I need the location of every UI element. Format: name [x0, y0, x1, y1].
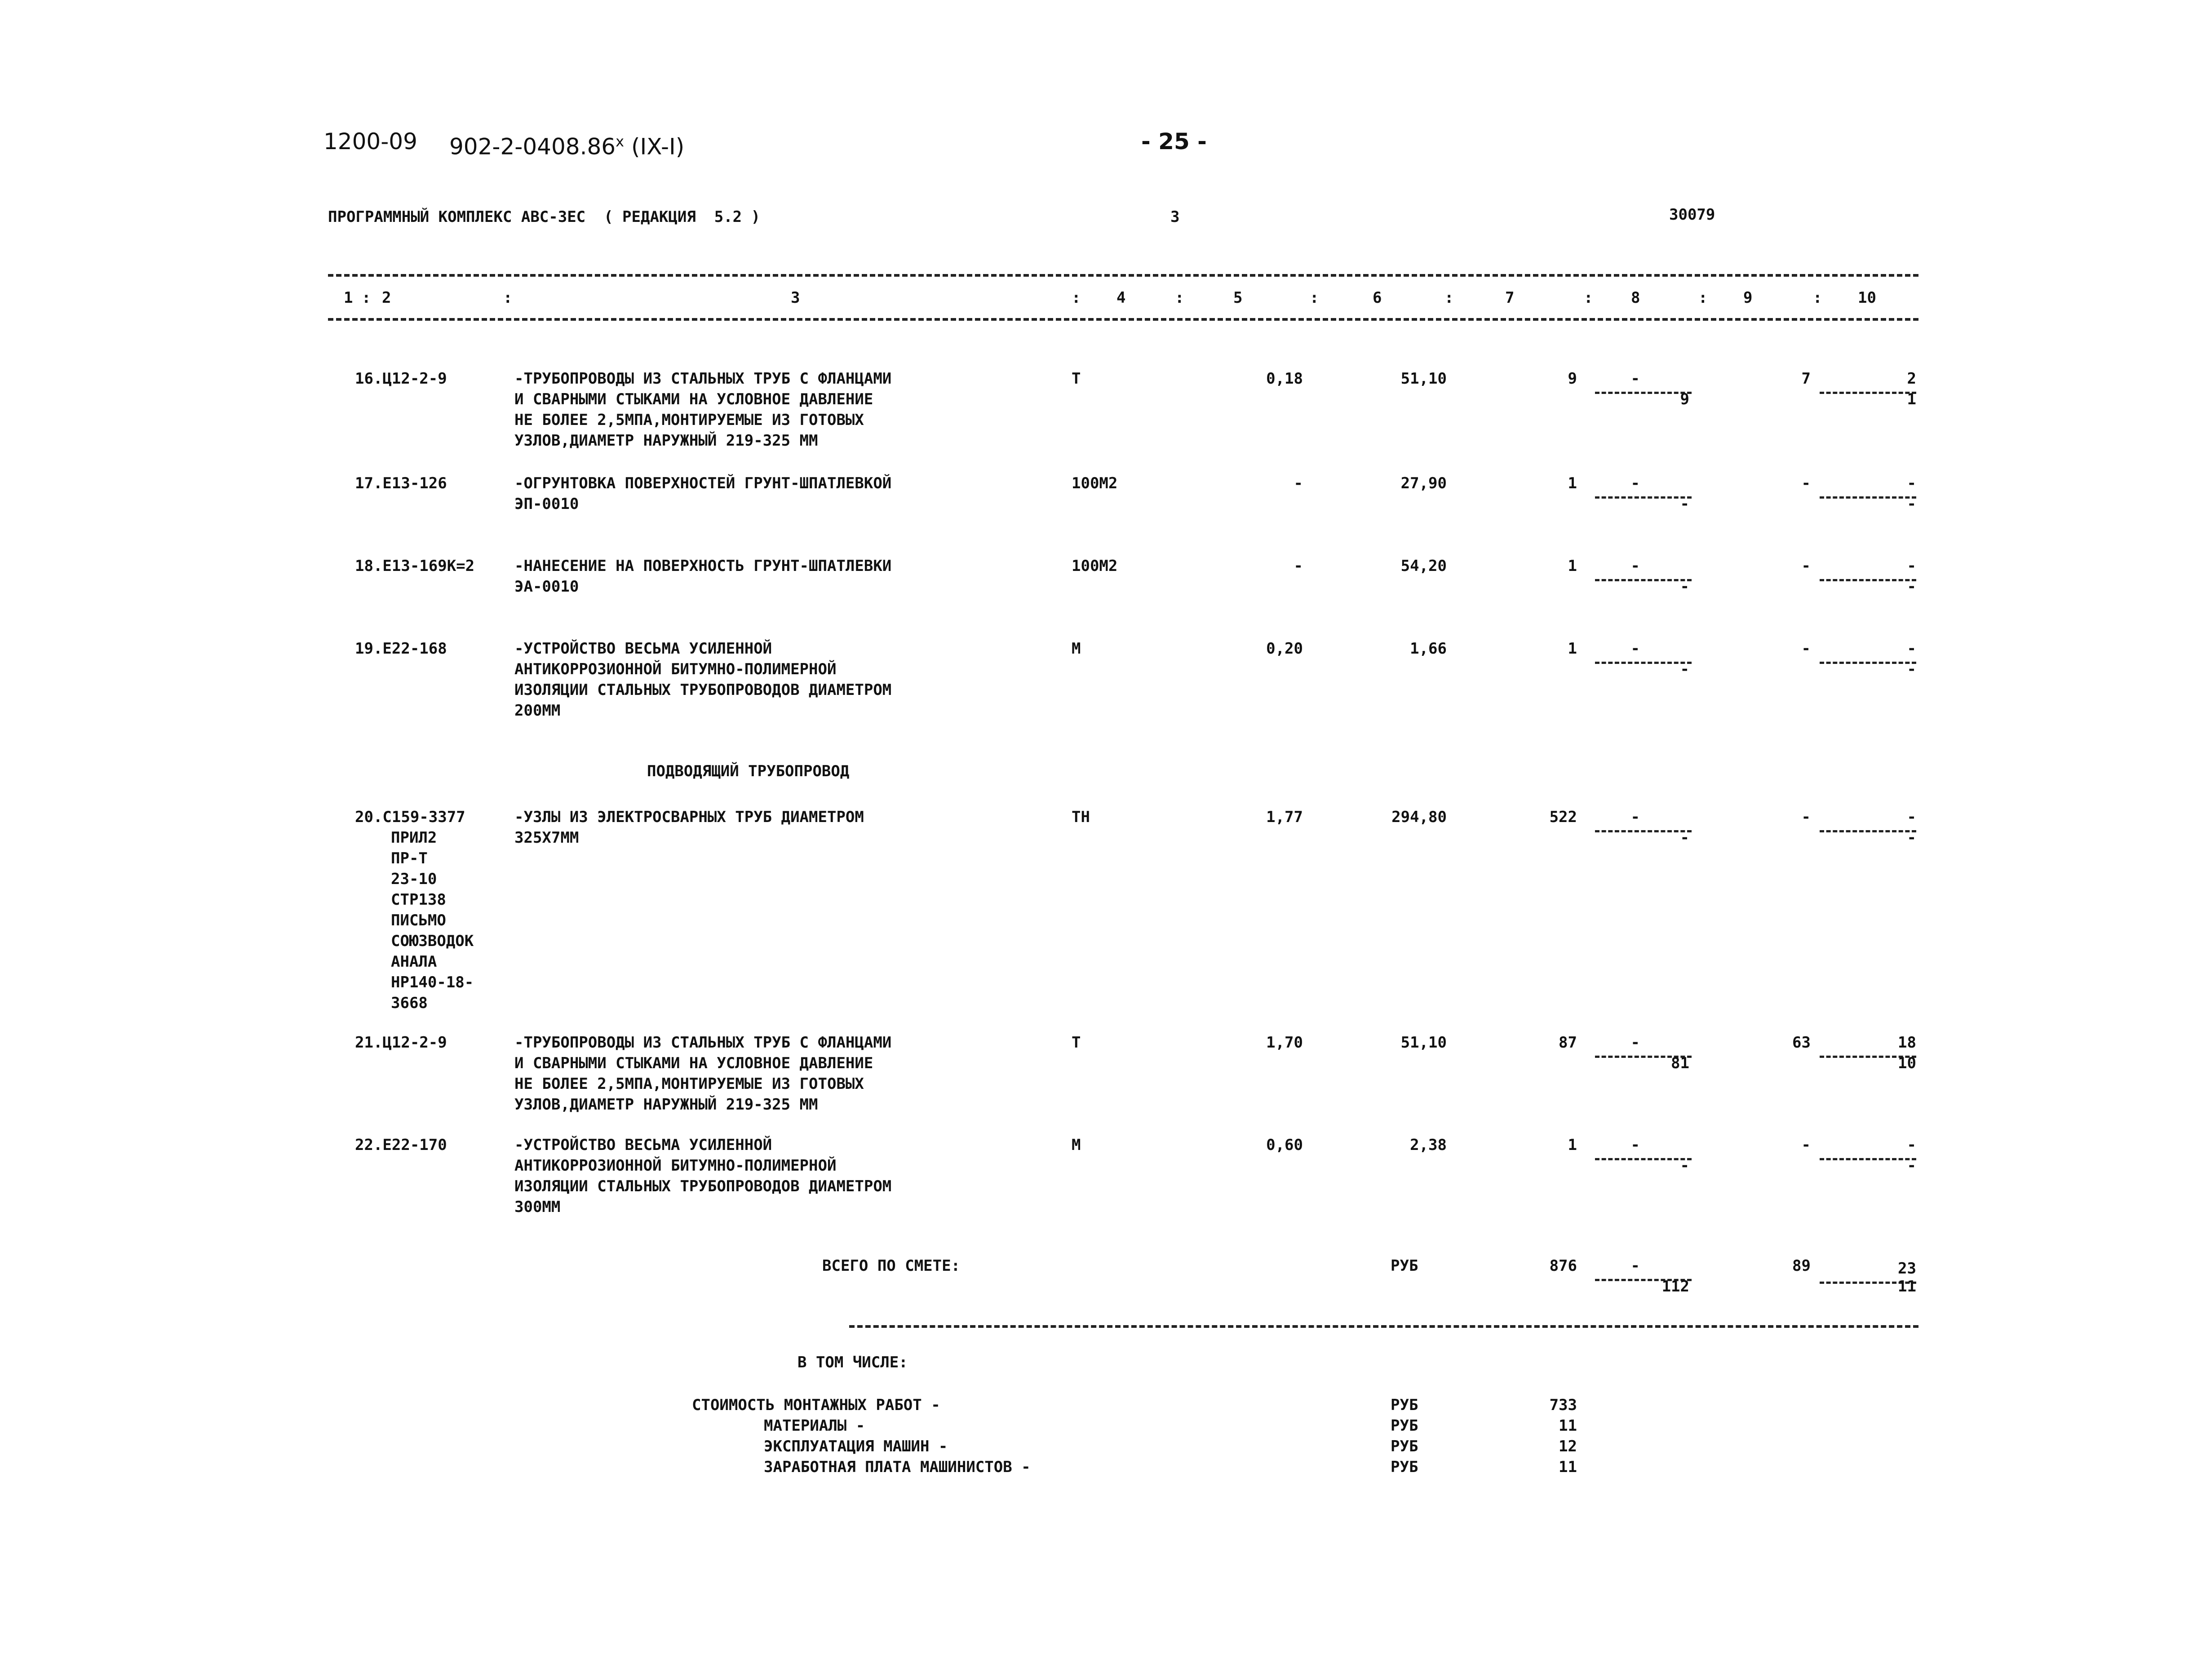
total-value: 876: [1549, 1257, 1577, 1275]
header-project: [449, 128, 684, 160]
row-col8-top: -: [1630, 557, 1640, 575]
row-code: 17.Е13-126: [355, 474, 447, 492]
total-col8-bottom: 112: [1661, 1278, 1689, 1295]
row-code-note: НР140-18-: [391, 973, 474, 991]
including-item-unit: РУБ: [1391, 1458, 1418, 1476]
row-description: 325Х7ММ: [514, 829, 579, 847]
row-unit: М: [1072, 640, 1081, 658]
row-code: 22.Е22-170: [355, 1136, 447, 1154]
total-col9: 89: [1792, 1257, 1811, 1275]
including-item-unit: РУБ: [1391, 1417, 1418, 1435]
including-label: В ТОМ ЧИСЛЕ:: [797, 1353, 908, 1371]
column-header-c3: 3: [791, 289, 800, 307]
row-col10-top: 2: [1907, 370, 1916, 388]
total-rule: [849, 1325, 1918, 1328]
row-unit: 100М2: [1072, 474, 1118, 492]
row-price: 51,10: [1400, 370, 1447, 388]
row-col9: 7: [1801, 370, 1811, 388]
column-separator: :: [1175, 289, 1184, 307]
row-col10-top: -: [1907, 474, 1916, 492]
row-col9: -: [1801, 640, 1811, 658]
column-separator: :: [1698, 289, 1708, 307]
column-header-c6: 6: [1373, 289, 1382, 307]
row-description: -УСТРОЙСТВО ВЕСЬМА УСИЛЕННОЙ: [514, 640, 772, 658]
row-price: 1,66: [1410, 640, 1447, 658]
row-code-note: ПРИЛ2: [391, 829, 437, 847]
row-quantity: 0,20: [1266, 640, 1303, 658]
column-header-c5: 5: [1233, 289, 1243, 307]
row-code-note: 3668: [391, 994, 428, 1012]
including-item-unit: РУБ: [1391, 1437, 1418, 1455]
row-description: ЭА-0010: [514, 578, 579, 596]
row-total: 522: [1549, 808, 1577, 826]
row-col8-bottom: -: [1680, 1157, 1689, 1175]
row-col9: -: [1801, 808, 1811, 826]
column-header-c2: 2: [382, 289, 391, 307]
row-code: 16.Ц12-2-9: [355, 370, 447, 388]
row-description: НЕ БОЛЕЕ 2,5МПА,МОНТИРУЕМЫЕ ИЗ ГОТОВЫХ: [514, 411, 864, 429]
program-title: ПРОГРАММНЫЙ КОМПЛЕКС АВС-3ЕС ( РЕДАКЦИЯ 5.2 ): [328, 208, 761, 226]
row-price: 294,80: [1391, 808, 1447, 826]
including-item-unit: РУБ: [1391, 1396, 1418, 1414]
column-header-c7: 7: [1505, 289, 1515, 307]
row-col9: -: [1801, 1136, 1811, 1154]
row-unit: Т: [1072, 1034, 1081, 1052]
row-description: И СВАРНЫМИ СТЫКАМИ НА УСЛОВНОЕ ДАВЛЕНИЕ: [514, 390, 873, 408]
row-quantity: -: [1294, 474, 1303, 492]
project-number: 902-2-0408.86: [449, 133, 616, 160]
including-item-label: ЭКСПЛУАТАЦИЯ МАШИН -: [764, 1437, 948, 1455]
including-item-label: МАТЕРИАЛЫ -: [764, 1417, 865, 1435]
row-code-note: ПР-Т: [391, 849, 428, 867]
row-description: -ОГРУНТОВКА ПОВЕРХНОСТЕЙ ГРУНТ-ШПАТЛЕВКОЙ: [514, 474, 892, 492]
row-col10-top: -: [1907, 1136, 1916, 1154]
row-col10-top: -: [1907, 640, 1916, 658]
row-description: -НАНЕСЕНИЕ НА ПОВЕРХНОСТЬ ГРУНТ-ШПАТЛЕВКИ: [514, 557, 892, 575]
column-header-c1: 1: [344, 289, 353, 307]
row-description: -УЗЛЫ ИЗ ЭЛЕКТРОСВАРНЫХ ТРУБ ДИАМЕТРОМ: [514, 808, 864, 826]
row-col8-top: -: [1630, 474, 1640, 492]
row-code-note: СОЮЗВОДОК: [391, 932, 474, 950]
row-description: -ТРУБОПРОВОДЫ ИЗ СТАЛЬНЫХ ТРУБ С ФЛАНЦАМИ: [514, 370, 892, 388]
sheet-number: 3: [1170, 208, 1180, 226]
row-col10-top: -: [1907, 808, 1916, 826]
row-total: 87: [1559, 1034, 1577, 1052]
row-col10-bottom: -: [1907, 660, 1916, 678]
row-unit: 100М2: [1072, 557, 1118, 575]
row-description: 200ММ: [514, 702, 561, 720]
including-item-label: ЗАРАБОТНАЯ ПЛАТА МАШИНИСТОВ -: [764, 1458, 1031, 1476]
row-description: НЕ БОЛЕЕ 2,5МПА,МОНТИРУЕМЫЕ ИЗ ГОТОВЫХ: [514, 1075, 864, 1093]
row-col8-bottom: -: [1680, 829, 1689, 847]
row-code-note: АНАЛА: [391, 953, 437, 971]
row-col10-top: -: [1907, 557, 1916, 575]
column-header-c9: 9: [1743, 289, 1753, 307]
row-quantity: 1,77: [1266, 808, 1303, 826]
row-total: 1: [1568, 557, 1577, 575]
column-separator: :: [1444, 289, 1454, 307]
header-rule-bottom: [328, 318, 1918, 321]
row-description: И СВАРНЫМИ СТЫКАМИ НА УСЛОВНОЕ ДАВЛЕНИЕ: [514, 1054, 873, 1072]
total-label: ВСЕГО ПО СМЕТЕ:: [822, 1257, 961, 1275]
section-title: ПОДВОДЯЩИЙ ТРУБОПРОВОД: [647, 762, 850, 780]
project-superscript: x: [616, 133, 625, 150]
column-separator: :: [1813, 289, 1822, 307]
row-code: 21.Ц12-2-9: [355, 1034, 447, 1052]
row-col9: -: [1801, 474, 1811, 492]
including-item-value: 733: [1549, 1396, 1577, 1414]
row-price: 27,90: [1400, 474, 1447, 492]
including-item-value: 12: [1559, 1437, 1577, 1455]
row-col8-top: -: [1630, 1136, 1640, 1154]
column-separator: :: [1072, 289, 1081, 307]
including-item-value: 11: [1559, 1458, 1577, 1476]
row-col10-bottom: -: [1907, 495, 1916, 513]
row-code: 19.Е22-168: [355, 640, 447, 658]
row-total: 9: [1568, 370, 1577, 388]
row-col8-bottom: -: [1680, 660, 1689, 678]
row-unit: М: [1072, 1136, 1081, 1154]
row-col10-bottom: -: [1907, 1157, 1916, 1175]
row-quantity: 0,60: [1266, 1136, 1303, 1154]
row-col9: -: [1801, 557, 1811, 575]
row-description: ИЗОЛЯЦИИ СТАЛЬНЫХ ТРУБОПРОВОДОВ ДИАМЕТРОМ: [514, 681, 892, 699]
row-quantity: 1,70: [1266, 1034, 1303, 1052]
row-col8-top: -: [1630, 370, 1640, 388]
row-col8-bottom: 9: [1680, 390, 1689, 408]
total-col8-top: -: [1630, 1257, 1640, 1275]
row-col8-bottom: -: [1680, 578, 1689, 596]
row-quantity: -: [1294, 557, 1303, 575]
project-suffix: (IX-I): [631, 133, 685, 160]
column-header-c10: 10: [1858, 289, 1876, 307]
row-col10-bottom: -: [1907, 578, 1916, 596]
including-item-label: СТОИМОСТЬ МОНТАЖНЫХ РАБОТ -: [692, 1396, 940, 1414]
row-col10-bottom: 1: [1907, 390, 1916, 408]
row-code: 18.Е13-169К=2: [355, 557, 475, 575]
row-col8-top: -: [1630, 640, 1640, 658]
row-col8-top: -: [1630, 1034, 1640, 1052]
including-item-value: 11: [1559, 1417, 1577, 1435]
page-number: - 25 -: [1141, 128, 1207, 155]
total-unit: РУБ: [1391, 1257, 1418, 1275]
row-unit: Т: [1072, 370, 1081, 388]
row-description: -УСТРОЙСТВО ВЕСЬМА УСИЛЕННОЙ: [514, 1136, 772, 1154]
row-code-note: СТР138: [391, 891, 446, 909]
row-price: 2,38: [1410, 1136, 1447, 1154]
header-code: 1200-09: [323, 128, 417, 155]
row-col10-bottom: -: [1907, 829, 1916, 847]
row-col8-bottom: -: [1680, 495, 1689, 513]
row-quantity: 0,18: [1266, 370, 1303, 388]
row-description: АНТИКОРРОЗИОННОЙ БИТУМНО-ПОЛИМЕРНОЙ: [514, 660, 837, 678]
row-description: 300ММ: [514, 1198, 561, 1216]
total-col10-bottom: 11: [1898, 1278, 1916, 1295]
row-code-note: 23-10: [391, 870, 437, 888]
row-description: УЗЛОВ,ДИАМЕТР НАРУЖНЫЙ 219-325 ММ: [514, 432, 818, 450]
row-code-note: ПИСЬМО: [391, 911, 446, 929]
row-col10-bottom: 10: [1898, 1054, 1916, 1072]
row-total: 1: [1568, 640, 1577, 658]
document-number: 30079: [1669, 206, 1715, 224]
row-col8-bottom: 81: [1671, 1054, 1689, 1072]
total-col10-top: 23: [1898, 1260, 1916, 1278]
row-total: 1: [1568, 474, 1577, 492]
row-description: ЭП-0010: [514, 495, 579, 513]
row-description: АНТИКОРРОЗИОННОЙ БИТУМНО-ПОЛИМЕРНОЙ: [514, 1157, 837, 1175]
column-header-c4: 4: [1116, 289, 1126, 307]
column-separator: :: [503, 289, 513, 307]
row-col8-top: -: [1630, 808, 1640, 826]
row-unit: ТН: [1072, 808, 1090, 826]
row-code: 20.С159-3377: [355, 808, 465, 826]
column-separator: :: [1584, 289, 1593, 307]
column-separator: :: [1310, 289, 1319, 307]
row-price: 51,10: [1400, 1034, 1447, 1052]
row-total: 1: [1568, 1136, 1577, 1154]
row-description: УЗЛОВ,ДИАМЕТР НАРУЖНЫЙ 219-325 ММ: [514, 1096, 818, 1114]
row-col9: 63: [1792, 1034, 1811, 1052]
row-description: -ТРУБОПРОВОДЫ ИЗ СТАЛЬНЫХ ТРУБ С ФЛАНЦАМИ: [514, 1034, 892, 1052]
row-col10-top: 18: [1898, 1034, 1916, 1052]
header-rule-top: [328, 274, 1918, 277]
row-description: ИЗОЛЯЦИИ СТАЛЬНЫХ ТРУБОПРОВОДОВ ДИАМЕТРОМ: [514, 1177, 892, 1195]
row-price: 54,20: [1400, 557, 1447, 575]
column-header-c8: 8: [1631, 289, 1640, 307]
column-separator: :: [362, 289, 371, 307]
